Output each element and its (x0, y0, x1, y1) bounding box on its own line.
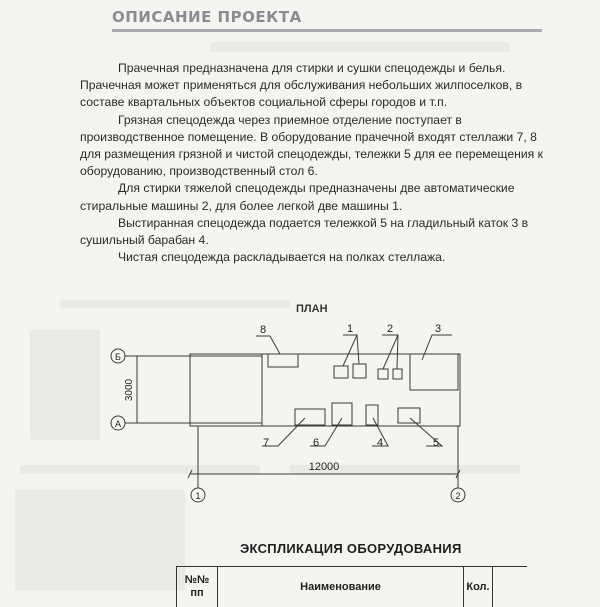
axis-label-a: А (114, 419, 122, 429)
leader-3 (422, 335, 452, 360)
plan-title: ПЛАН (296, 303, 328, 315)
callout-2: 2 (386, 323, 394, 335)
axis-label-b: Б (115, 352, 121, 362)
dim-label-horizontal: 12000 (308, 461, 340, 473)
callout-5: 5 (432, 437, 440, 449)
callout-1: 1 (346, 323, 354, 335)
callout-6: 6 (312, 437, 320, 449)
leader-8 (256, 336, 280, 354)
equipment-1-machine (353, 364, 366, 378)
equipment-4-dryer (366, 405, 378, 425)
paragraph: Грязная спецодежда через приемное отделение поступает в производственное помещение. В оборудование прачечной входят стеллажи 7, 8 для размещения грязной и чистой спецодежды, тележки 5 для ее перемещения к оборудованию, производственный стол 6. (80, 112, 543, 179)
explication-table (176, 566, 527, 607)
callout-4: 4 (376, 437, 384, 449)
leader-2 (397, 335, 398, 369)
equipment-1-machine (334, 366, 348, 378)
leader-1 (343, 335, 357, 366)
paragraph: Выстиранная спецодежда подается тележкой 5 на гладильный каток 3 в сушильный барабан 4. (80, 215, 529, 248)
equipment-2-machine (393, 369, 402, 379)
equipment-2-machine (378, 369, 388, 379)
axis-label-2: 2 (455, 491, 461, 501)
leader-1 (357, 335, 359, 364)
axis-label-1: 1 (195, 491, 201, 501)
paragraph: Прачечная предназначена для стирки и сушки спецодежды и белья. Прачечная может применяться для обслуживания небольших жилпоселков, в составе квартальных объектов социальной сферы городов и т.п. (80, 61, 523, 110)
equipment-8-rack (268, 354, 298, 367)
paragraph: Для стирки тяжелой спецодежды предназначены две автоматические стиральные машины 2, для более легкой две машины 1. (80, 181, 515, 213)
equipment-6-table (332, 403, 352, 425)
callout-3: 3 (434, 323, 442, 335)
page-heading: ОПИСАНИЕ ПРОЕКТА (112, 8, 302, 26)
column-header-name: Наименование (218, 567, 464, 607)
equipment-3-ironer (410, 354, 458, 390)
equipment-5-cart (398, 408, 420, 423)
column-header-number: №№ пп (177, 567, 218, 607)
explication-title: ЭКСПЛИКАЦИЯ ОБОРУДОВАНИЯ (240, 541, 462, 556)
callout-7: 7 (262, 437, 270, 449)
callout-8: 8 (259, 324, 267, 336)
paragraph: Чистая спецодежда раскладывается на полках стеллажа. (118, 250, 446, 265)
column-header-quantity: Кол. (464, 567, 493, 607)
dim-label-vertical: 3000 (124, 378, 135, 402)
leader-2 (382, 335, 398, 369)
equipment-7-rack (295, 409, 325, 425)
